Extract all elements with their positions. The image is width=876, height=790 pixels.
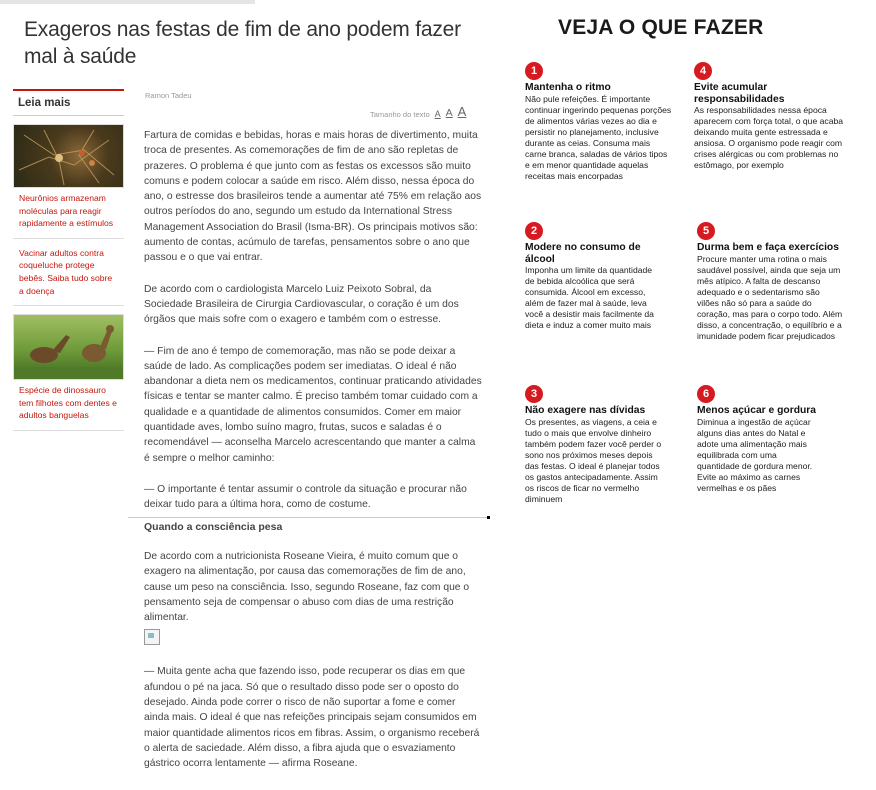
- tip-1: [525, 62, 673, 182]
- paragraph: — Fim de ano é tempo de comemoração, mas não se pode deixar a saúde de lado. As complicações podem ser imediatas. O ideal é não abandonar a dieta nem os medicamentos, continuar praticando atividades físicas e tentar se manter calmo. É preciso também tomar cuidado com a qualidade e a quantidade de alimentos consumidos. Comer em maior quantidade aves, lombo suíno magro, frutas, sucos e saladas é o recomendável — aconselha Marcelo acrescentando que manter a calma é sempre o melhor caminho:: [144, 345, 482, 464]
- sidebar-link-coqueluche[interactable]: Vacinar adultos contra coqueluche protege bebês. Saiba tudo sobre a doença: [13, 239, 124, 306]
- paragraph: De acordo com a nutricionista Roseane Vieira, é muito comum que o exagero na alimentação, por causa das comemorações de fim de ano, cause um peso na consciência. Isso, segundo Roseane, faz com que o pensamento seja de compensar o abuso com dias de uma restrição alimentar.: [144, 551, 470, 624]
- tip-4: [694, 62, 844, 172]
- top-bar: [0, 0, 255, 4]
- tip-heading: Menos açúcar e gordura: [697, 405, 817, 416]
- paragraph: De acordo com o cardiologista Marcelo Luiz Peixoto Sobral, da Sociedade Brasileira de Cirurgia Cardiovascular, o coração é um dos órgãos que mais sofre com o exagero e também com o estresse.: [144, 283, 459, 326]
- tip-number-badge: 4: [694, 62, 712, 80]
- infographic-title: VEJA O QUE FAZER: [558, 16, 764, 39]
- sidebar-heading: Leia mais: [13, 91, 124, 116]
- article-body: [144, 128, 482, 529]
- article-title: Exageros nas festas de fim de ano podem fazer mal à saúde: [24, 18, 461, 68]
- tip-number-badge: 1: [525, 62, 543, 80]
- tip-body: Não pule refeições. É importante continuar ingerindo pequenas porções de alimentos várias vezes ao dia e persistir no planejamento, inclusive durante as ceias. Consuma mais carne branca, saladas de vários tipos e em menor quantidade aquelas receitas mais encorpadas: [525, 93, 672, 182]
- tip-body: As responsabilidades nessa época aparecem com força total, o que acaba deixando muita gente estressada e ansiosa. O organismo pode reagir com crises alérgicas ou com problemas no estômago, por exemplo: [694, 105, 844, 171]
- paragraph: — O importante é tentar assumir o controle da situação e procurar não deixar tudo para a última hora, como de costume.: [144, 483, 467, 511]
- text-size-large-button[interactable]: A: [457, 104, 467, 119]
- leia-mais-sidebar: [13, 89, 124, 431]
- tip-heading: Evite acumular responsabilidades: [694, 82, 785, 105]
- tip-number-badge: 5: [697, 222, 715, 240]
- tip-heading: Durma bem e faça exercícios: [697, 242, 839, 253]
- tip-heading: Não exagere nas dívidas: [525, 405, 646, 416]
- section-divider: [128, 517, 490, 518]
- tip-body: Diminua a ingestão de açúcar alguns dias antes do Natal e adote uma alimentação mais equilibrada com uma quantidade de gordura menor. Evite ao máximo as carnes vermelhas e os pães: [697, 416, 813, 494]
- tip-body: Imponha um limite da quantidade de bebida alcoólica que será consumida. Álcool em excesso, além de fazer mal à saúde, leva você a desistir mais facilmente da dieta e induz a comer muito mais: [525, 265, 654, 331]
- sidebar-link-neuronios[interactable]: Neurônios armazenam moléculas para reagir rapidamente a estímulos: [13, 188, 124, 239]
- byline: Ramon Tadeu: [145, 91, 192, 100]
- divider-marker: [487, 516, 490, 519]
- text-size-control: [370, 104, 466, 119]
- neuron-thumbnail[interactable]: [13, 124, 124, 188]
- tip-number-badge: 3: [525, 385, 543, 403]
- paragraph: — Muita gente acha que fazendo isso, pode recuperar os dias em que afundou o pé na jaca. Só que o resultado disso pode ser o oposto do desejado. Ainda pode correr o risco de não suportar a fome e comer ainda mais. O ideal é que nas refeições principais sejam consumidos em maior quantidade alimentos ricos em fibras. Assim, o organismo receberá o alerta de saciedade. Além disso, a fibra ajuda que o esvaziamento gástrico ocorra lentamente — afirma Roseane.: [144, 666, 480, 770]
- tip-3: [525, 385, 665, 505]
- neuron-illustration: [14, 125, 123, 187]
- tip-heading: Mantenha o ritmo: [525, 82, 611, 93]
- tip-2: [525, 222, 660, 332]
- sidebar-link-dinossauro[interactable]: Espécie de dinossauro tem filhotes com dentes e adultos banguelas: [13, 380, 124, 431]
- paragraph: Fartura de comidas e bebidas, horas e mais horas de divertimento, muita troca de presentes. As comemorações de fim de ano são repletas de prazeres. O problema é que junto com as festas os excessos são muito comuns e podem colocar a saúde em risco. Além disso, nessa época do ano, o estresse dos brasileiros tende a aumentar até 75% em relação aos outros períodos do ano, segundo um estudo da International Stress Management Association do Brasil (Isma-BR). Os principais motivos são: aumento de contas, acúmulo de tarefas, pensamentos sobre o ano que passou e o que vai entrar.: [144, 130, 482, 264]
- section-subheading: Quando a consciência pesa: [144, 521, 283, 533]
- broken-image-icon: [144, 629, 160, 645]
- dinosaur-illustration: [14, 315, 123, 379]
- text-size-medium-button[interactable]: A: [445, 107, 453, 119]
- tip-body: Procure manter uma rotina o mais saudável possível, ainda que seja um mês atípico. A falta de descanso adequado e o sedentarismo são vilões não só para a saúde do coração, mas para o corpo todo. Além disso, a concentração, o equilíbrio e a imunidade podem ficar prejudicados: [697, 253, 843, 342]
- tip-5: [697, 222, 843, 342]
- tip-heading: Modere no consumo de álcool: [525, 242, 641, 265]
- tip-number-badge: 6: [697, 385, 715, 403]
- article-body-section-2: [144, 549, 482, 772]
- dinosaur-thumbnail[interactable]: [13, 314, 124, 380]
- tip-body: Os presentes, as viagens, a ceia e tudo o mais que envolve dinheiro também podem fazer você perder o sono nos próximos meses depois das festas. O ideal é planejar todos os gastos antecipadamente. Assim os riscos de ficar no vermelho diminuem: [525, 416, 662, 505]
- text-size-label: Tamanho do texto: [370, 110, 430, 119]
- text-size-small-button[interactable]: A: [434, 109, 441, 119]
- tip-6: [697, 385, 819, 494]
- tip-number-badge: 2: [525, 222, 543, 240]
